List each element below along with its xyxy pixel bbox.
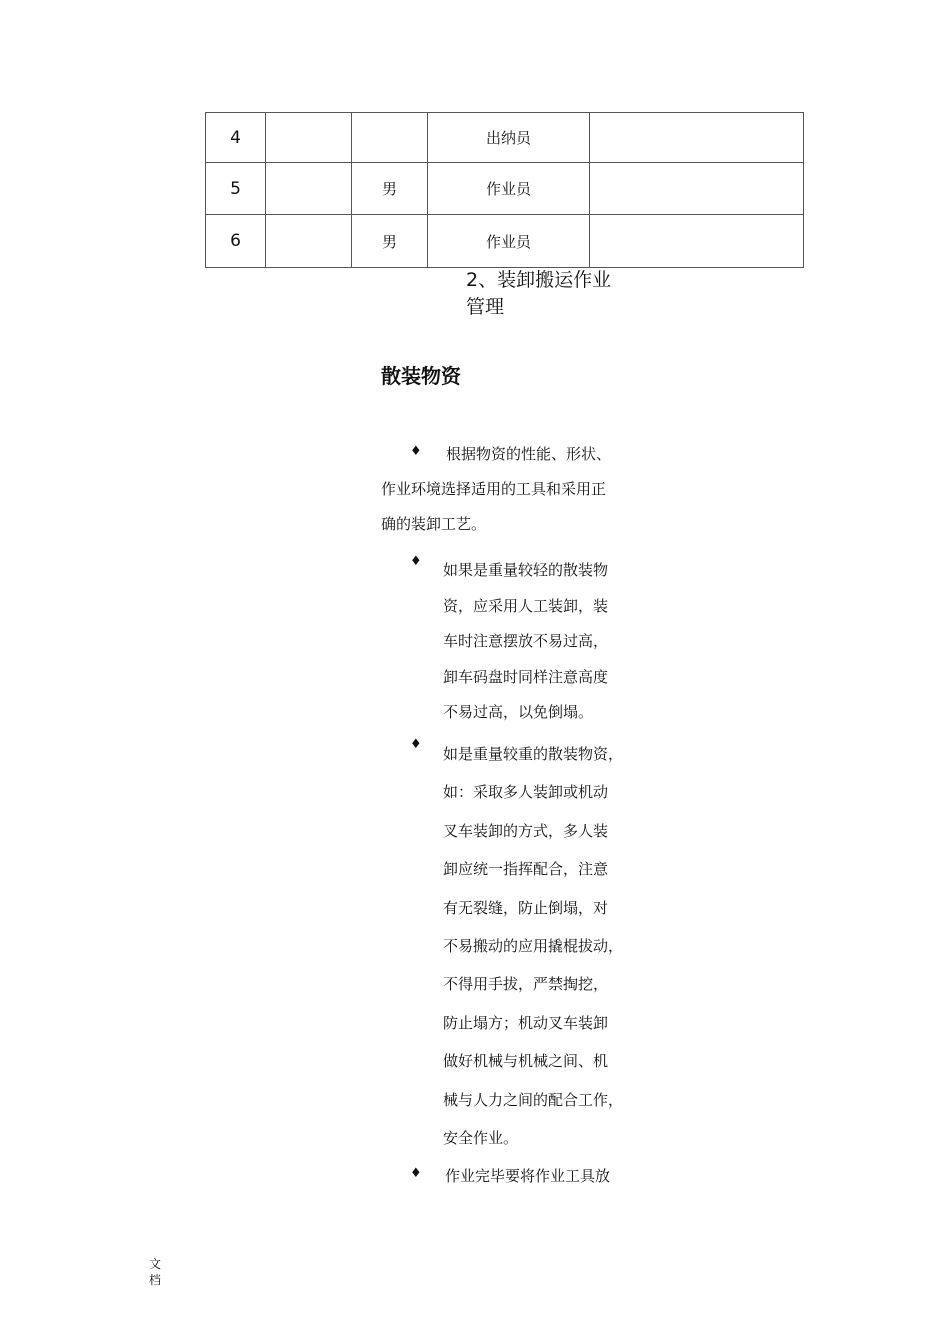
row-number: 6 <box>206 215 266 268</box>
paragraph-line: 有无裂缝，防止倒塌，对 <box>443 898 609 917</box>
paragraph-2 <box>443 553 608 731</box>
paragraph-line: 根据物资的性能、形状、 <box>446 445 612 463</box>
bullet-diamond-icon: ♦ <box>410 1166 422 1181</box>
role-cell: 出纳员 <box>428 113 590 163</box>
section-heading <box>466 267 636 321</box>
row-number: 5 <box>206 163 266 215</box>
paragraph-line: 作业环境选择适用的工具和采用正 <box>381 480 607 498</box>
paragraph-line: 车时注意摆放不易过高， <box>443 632 609 650</box>
note-cell <box>590 215 804 268</box>
paragraph-line: 不易搬动的应用撬棍拔动， <box>443 937 624 956</box>
paragraph-line: 如是重量较重的散装物资， <box>443 745 624 763</box>
gender-cell <box>352 113 428 163</box>
paragraph-line: 不易过高，以免倒塌。 <box>443 703 594 721</box>
paragraph-line: 确的装卸工艺。 <box>381 515 487 533</box>
note-cell <box>590 163 804 215</box>
paragraph-line: 如果是重量较轻的散装物 <box>443 561 609 579</box>
role-cell: 作业员 <box>428 163 590 215</box>
paragraph-line: 防止塌方；机动叉车装卸 <box>443 1013 609 1032</box>
paragraph-line: 械与人力之间的配合工作， <box>443 1090 624 1109</box>
paragraph-line: 安全作业。 <box>443 1129 519 1148</box>
staff-table <box>205 112 804 268</box>
section-heading-line: 2、装卸搬运作业 <box>466 269 612 291</box>
footer-char: 档 <box>149 1273 162 1287</box>
role-cell: 作业员 <box>428 215 590 268</box>
note-cell <box>590 113 804 163</box>
bullet-diamond-icon: ♦ <box>410 554 422 569</box>
paragraph-line: 资，应采用人工装卸，装 <box>443 596 609 615</box>
paragraph-line: 作业完毕要将作业工具放 <box>445 1167 611 1185</box>
table-row <box>206 215 804 268</box>
name-cell <box>266 113 352 163</box>
footer-label <box>149 1256 163 1288</box>
paragraph-line: 卸车码盘时同样注意高度 <box>443 667 609 686</box>
bullet-diamond-icon: ♦ <box>410 444 422 459</box>
footer-char: 文 <box>149 1257 162 1271</box>
paragraph-line: 叉车装卸的方式，多人装 <box>443 821 609 840</box>
gender-cell: 男 <box>352 163 428 215</box>
row-number: 4 <box>206 113 266 163</box>
table-row <box>206 163 804 215</box>
table-row <box>206 113 804 163</box>
paragraph-line: 不得用手拔，严禁掏挖， <box>443 975 609 994</box>
name-cell <box>266 215 352 268</box>
bullet-diamond-icon: ♦ <box>410 737 422 752</box>
paragraph-3 <box>443 735 623 1157</box>
section-heading-line: 管理 <box>466 296 505 318</box>
gender-cell: 男 <box>352 215 428 268</box>
paragraph-line: 卸应统一指挥配合，注意 <box>443 860 609 879</box>
sub-heading: 散装物资 <box>381 364 461 388</box>
paragraph-line: 如：采取多人装卸或机动 <box>443 783 609 802</box>
name-cell <box>266 163 352 215</box>
paragraph-line: 做好机械与机械之间、机 <box>443 1052 609 1071</box>
